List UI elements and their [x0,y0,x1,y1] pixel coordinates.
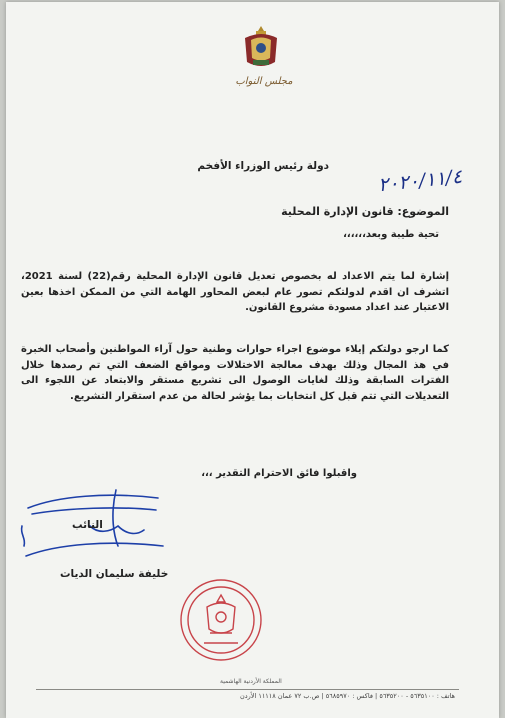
signatory-name: خليفة سليمان الديات [60,568,169,580]
signatory-title: النائب [72,519,103,531]
closing-line: واقبلوا فائق الاحترام التقدير ،،، [201,468,357,479]
footer-contact: هاتف : ٥٦٣٥١٠٠ - ٥٦٣٥٢٠٠ | فاكس : ٥٦٨٥٩٧٠ | ص.ب ٧٢ عمان ١١١١٨ الأردن [239,692,455,700]
jordan-coat-of-arms-icon [242,24,280,72]
official-stamp [178,577,264,663]
footer-org: المملكة الأردنية الهاشمية [220,678,282,685]
letter-page [6,2,499,718]
body-paragraph-2: كما ارجو دولتكم إيلاء موضوع اجراء حوارات وطنية حول آراء المواطنين وأصحاب الخبرة في هذ المجال وذلك بهدف معالجة الاختلالات ومواقع الضعف التي تم رصدها خلال الفترات السابقة وذلك لغايات الوصول الى تشريع مستقر والابتعاد عن اللجوء الى التعديلات التي تتم قبل كل انتخابات بما يؤشر لحالة من عدم استقرار التشريع. [21,344,449,402]
addressee: دولة رئيس الوزراء الأفخم [197,160,329,172]
council-name: مجلس النواب [235,76,293,87]
subject-line: الموضوع: قانون الإدارة المحلية [281,205,449,218]
greeting: تحية طيبة وبعد،،،،،، [343,229,439,240]
footer-divider [36,689,459,690]
body-paragraph-1: إشارة لما يتم الاعداد له بخصوص تعديل قانون الإدارة المحلية رقم(22) لسنة 2021، اتشرف ان اقدم لدولتكم تصور عام لبعض المحاور الهامة التي من الممكن اخذها بعين الاعتبار عند اعداد مسودة مشروع القانون. [21,271,449,313]
handwritten-date: ٢٠٢٠/١١/٤ [377,165,464,197]
